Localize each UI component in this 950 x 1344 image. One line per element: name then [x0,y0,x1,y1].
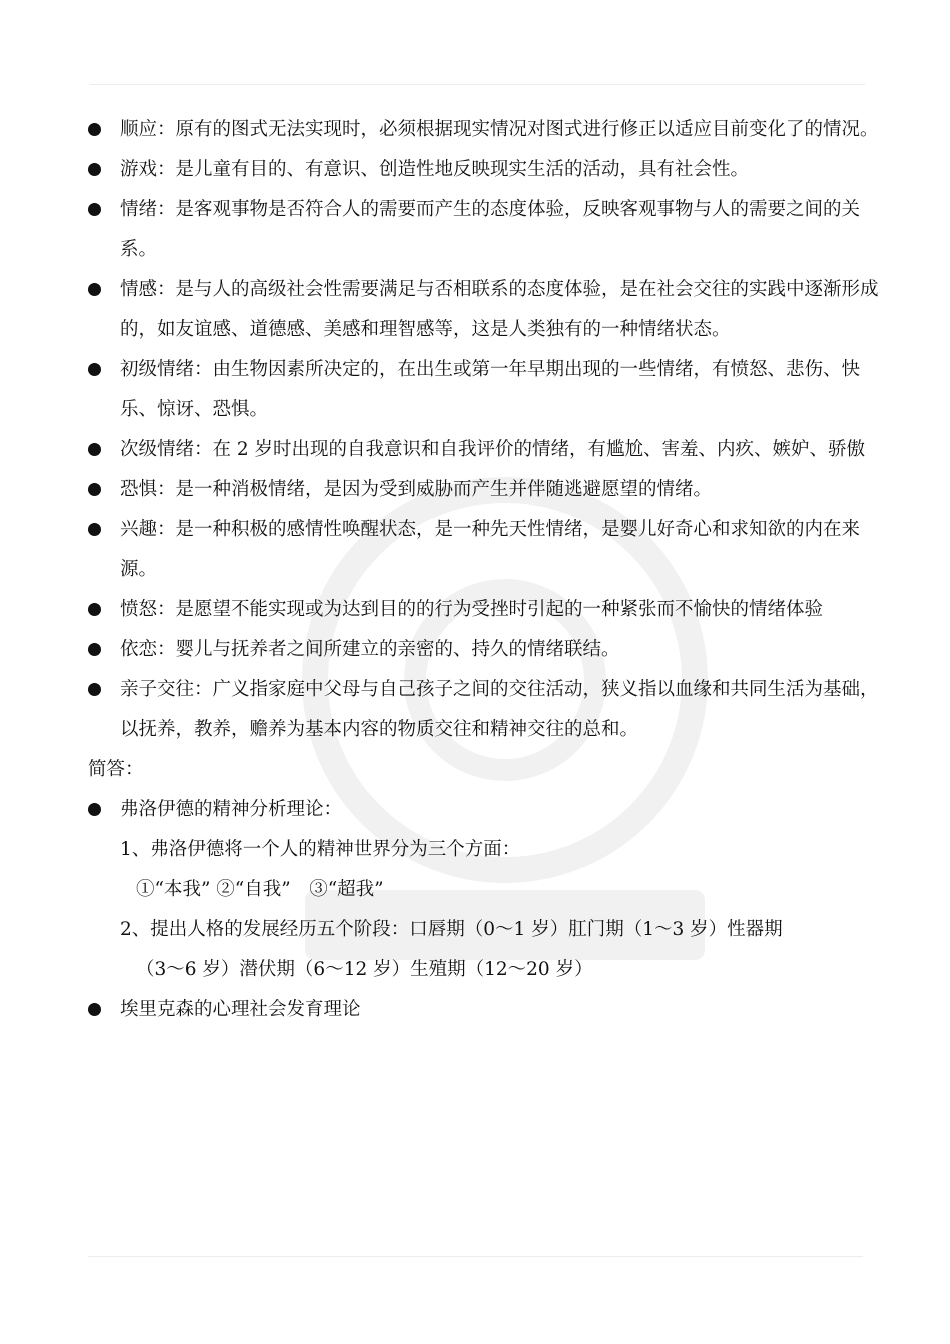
bullet-icon [88,523,101,536]
definition-text: 情感：是与人的高级社会性需要满足与否相联系的态度体验，是在社会交往的实践中逐渐形成的，如友谊感、道德感、美感和理智感等，这是人类独有的一种情绪状态。 [120,279,879,340]
definition-text: 游戏：是儿童有目的、有意识、创造性地反映现实生活的活动，具有社会性。 [120,159,750,180]
section-heading: 简答： [88,759,144,780]
freud-point-1-items: ①“本我” ②“自我” ③“超我” [136,879,384,900]
bullet-icon [88,363,101,376]
definition-text: 初级情绪：由生物因素所决定的，在出生或第一年早期出现的一些情绪，有愤怒、悲伤、快乐、惊讶、恐惧。 [120,359,861,420]
question-title: 弗洛伊德的精神分析理论： [120,799,343,820]
bullet-icon [88,203,101,216]
question-title: 埃里克森的心理社会发育理论 [120,999,361,1020]
definition-item [88,630,888,670]
question-item-erikson [88,990,888,1030]
bullet-icon [88,683,101,696]
definition-text: 愤怒：是愿望不能实现或为达到目的的行为受挫时引起的一种紧张而不愉快的情绪体验 [120,599,824,620]
bullet-icon [88,643,101,656]
definition-text: 兴趣：是一种积极的感情性唤醒状态，是一种先天性情绪，是婴儿好奇心和求知欲的内在来源。 [120,519,861,580]
bullet-icon [88,163,101,176]
question-item-freud [88,790,888,830]
definition-item [88,270,888,350]
document-content [88,110,888,1030]
bullet-icon [88,483,101,496]
freud-point-1: 1、弗洛伊德将一个人的精神世界分为三个方面： [120,839,521,860]
definition-item [88,590,888,630]
definition-item [88,110,888,150]
footer-rule [88,1256,863,1257]
definition-text: 次级情绪：在 2 岁时出现的自我意识和自我评价的情绪，有尴尬、害羞、内疚、嫉妒、骄傲 [120,439,866,460]
bullet-icon [88,443,101,456]
bullet-icon [88,283,101,296]
freud-point-2: 2、提出人格的发展经历五个阶段：口唇期（0～1 岁）肛门期（1～3 岁）性器期 [120,919,783,940]
definition-item [88,150,888,190]
bullet-icon [88,1003,101,1016]
definition-text: 恐惧：是一种消极情绪，是因为受到威胁而产生并伴随逃避愿望的情绪。 [120,479,713,500]
definition-item [88,670,888,750]
definition-item [88,430,888,470]
definition-text: 顺应：原有的图式无法实现时，必须根据现实情况对图式进行修正以适应目前变化了的情况。 [120,119,879,140]
bullet-icon [88,603,101,616]
definition-item [88,190,888,270]
definition-text: 依恋：婴儿与抚养者之间所建立的亲密的、持久的情绪联结。 [120,639,620,660]
definition-item [88,350,888,430]
freud-point-2-continued: （3～6 岁）潜伏期（6～12 岁）生殖期（12～20 岁） [136,959,593,980]
definition-text: 亲子交往：广义指家庭中父母与自己孩子之间的交往活动，狭义指以血缘和共同生活为基础，以抚养，教养，赡养为基本内容的物质交往和精神交往的总和。 [120,679,879,740]
definition-item [88,510,888,590]
header-rule [90,84,865,85]
bullet-icon [88,803,101,816]
definition-item [88,470,888,510]
definition-text: 情绪：是客观事物是否符合人的需要而产生的态度体验，反映客观事物与人的需要之间的关系。 [120,199,861,260]
bullet-icon [88,123,101,136]
